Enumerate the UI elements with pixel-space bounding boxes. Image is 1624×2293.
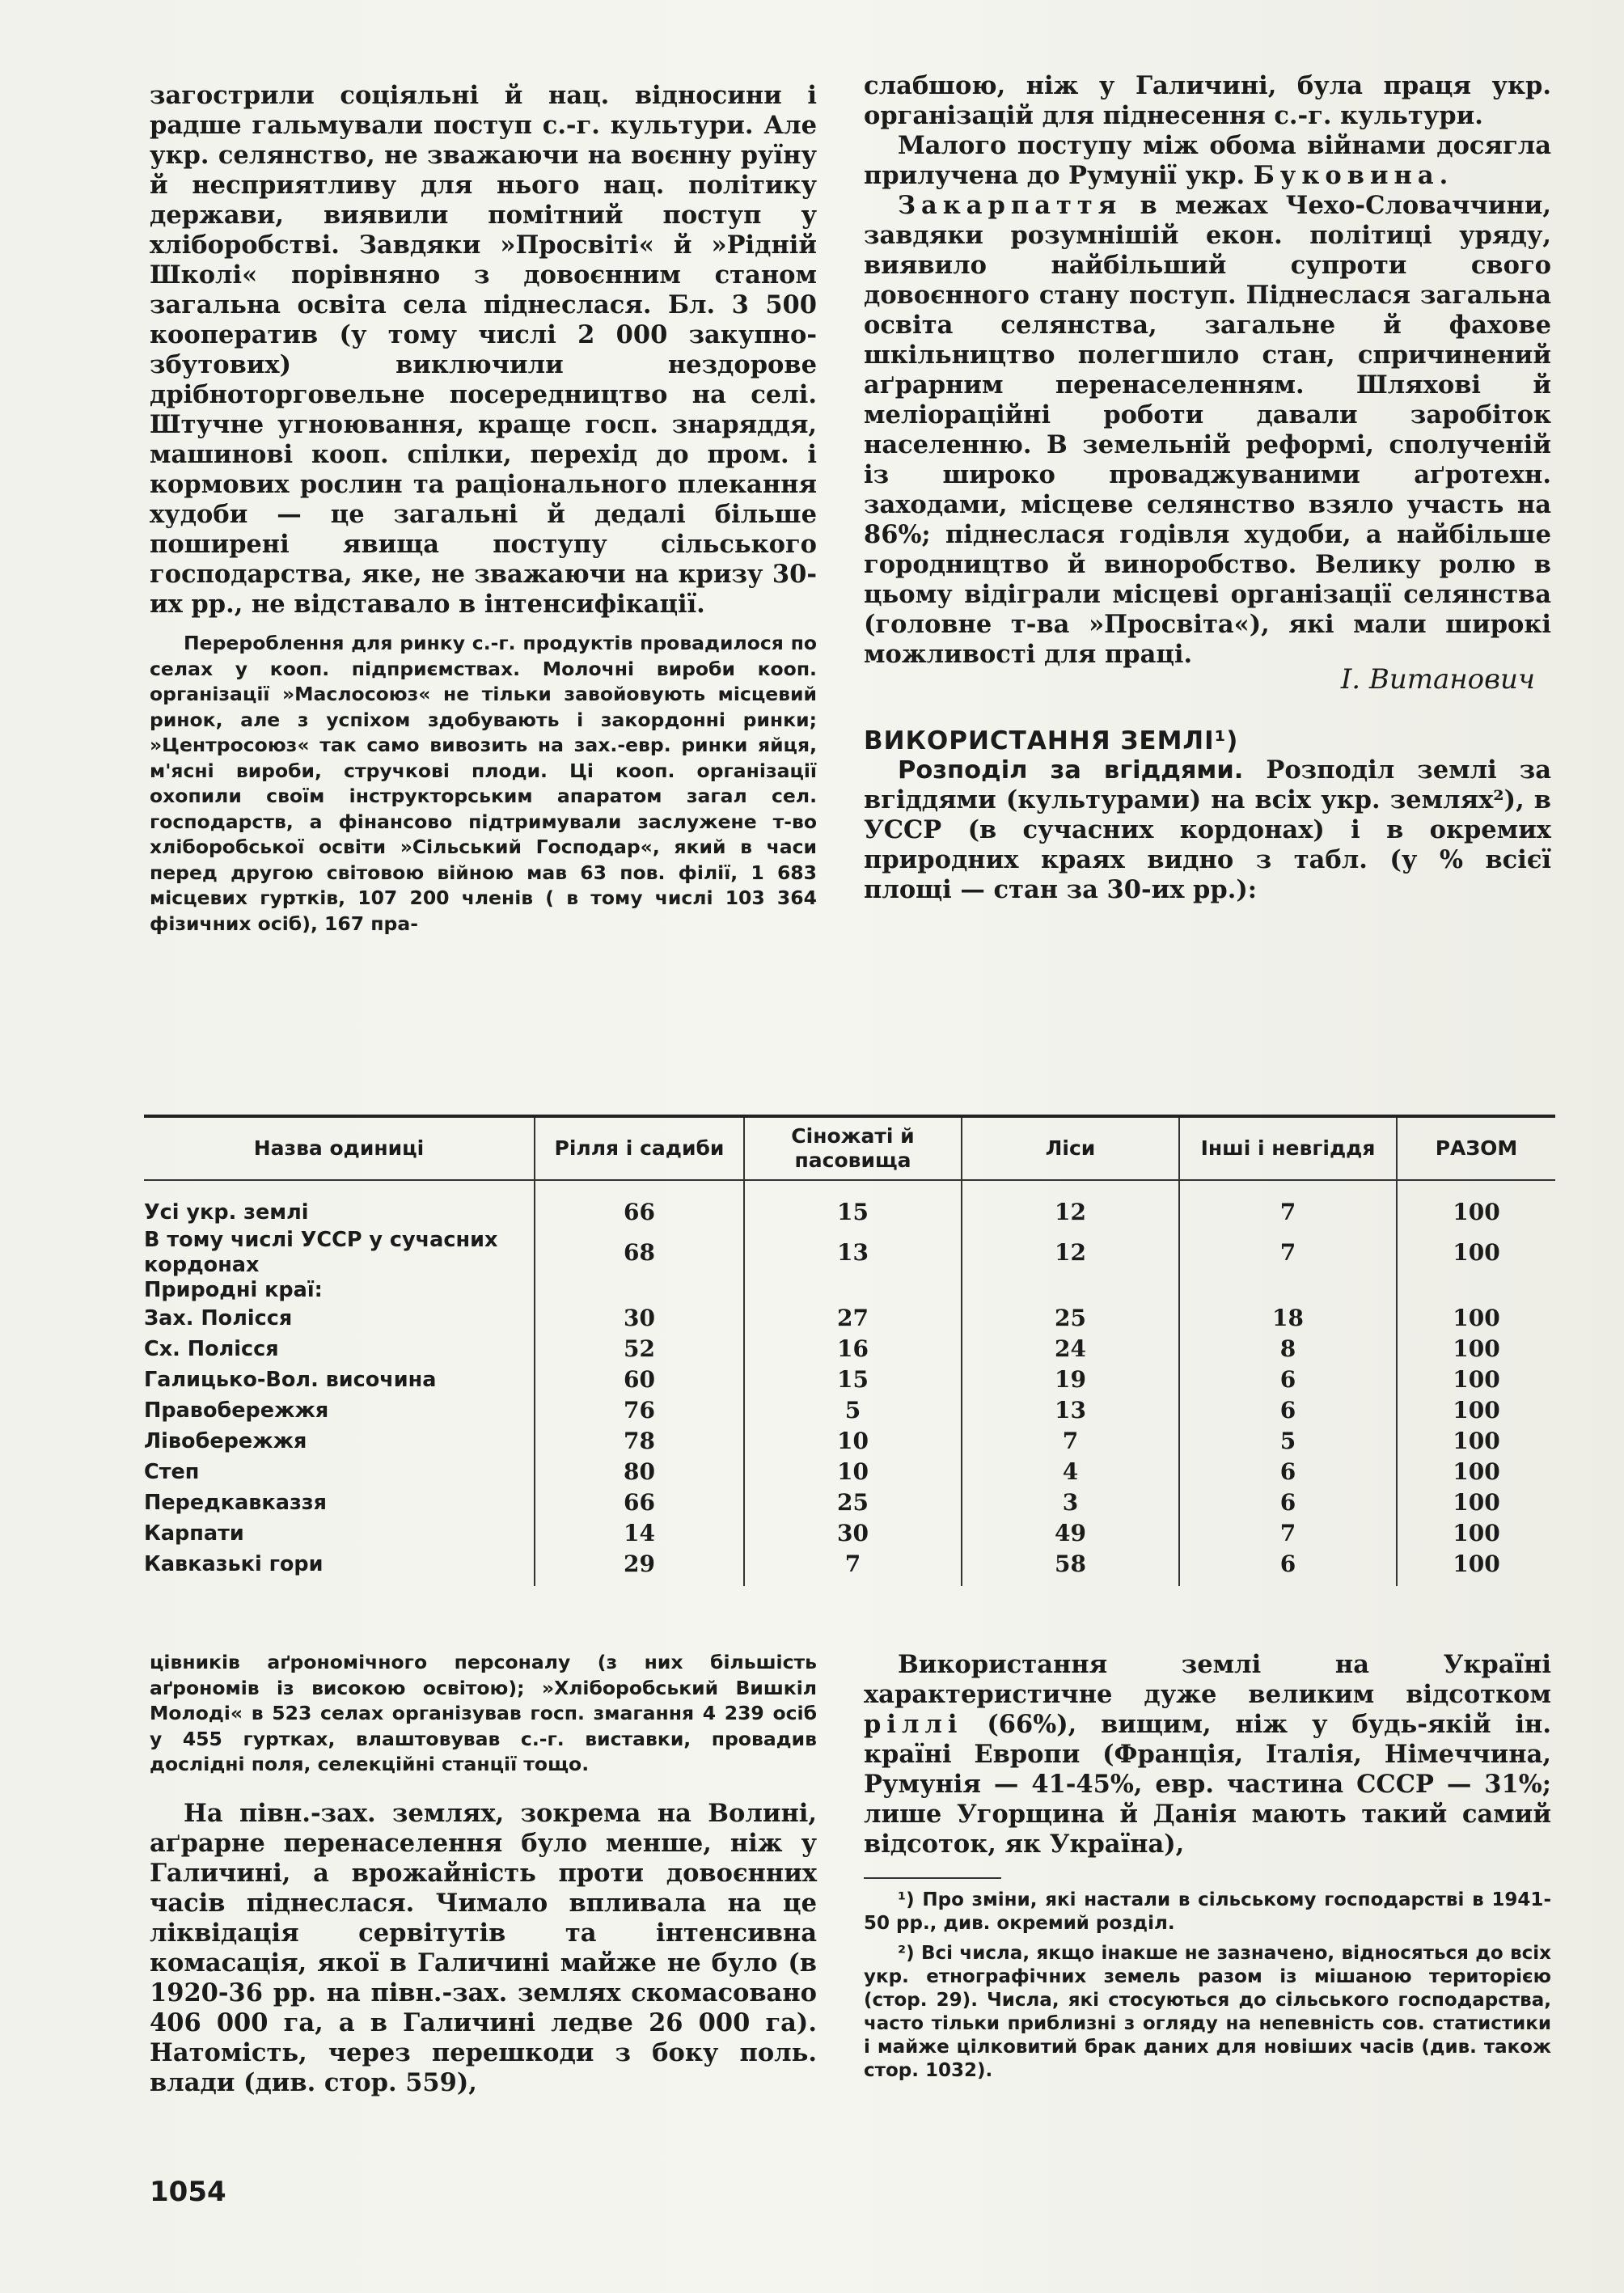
table-cell-value: 68 [535, 1228, 744, 1278]
table-header: Інші і невгіддя [1179, 1116, 1397, 1180]
table-cell-name: В тому числі УССР у сучасних кордонах [144, 1228, 535, 1278]
table-cell-value: 7 [1179, 1180, 1397, 1228]
table-cell-value: 25 [744, 1487, 962, 1518]
table-cell-value [535, 1278, 744, 1303]
table-cell-value: 66 [535, 1487, 744, 1518]
table-cell-value: 100 [1453, 1305, 1500, 1331]
table-cell-value: 6 [1179, 1549, 1397, 1586]
table-cell-value: 100 [1453, 1520, 1500, 1546]
right-column-top [864, 71, 1551, 905]
footnote: ²) Всі числа, якщо інакше не зазначено, відносяться до всіх укр. етнографічних земель разом із мішаною територією (стор. 29). Числа, які стосуються до сільського господарства, часто тільки приблизні з огляду на непевність сов. статистики і майже цілковитий брак даних для новіших часів (див. також стор. 1032). [864, 1943, 1551, 2081]
table-cell-value: 29 [535, 1549, 744, 1586]
footnote: ¹) Про зміни, які настали в сільському господарстві в 1941-50 рр., див. окремий розділ. [864, 1889, 1551, 1934]
table-row [144, 1487, 1555, 1518]
table-cell-value: 100 [1453, 1199, 1500, 1225]
table-cell-value: 7 [1179, 1228, 1397, 1278]
table-cell-name: Карпати [144, 1518, 535, 1549]
table-cell-value: 7 [962, 1426, 1179, 1457]
subsection-title: Розподіл за вгіддями. [898, 756, 1244, 785]
table-header: РАЗОМ [1435, 1136, 1518, 1160]
table-cell-value: 100 [1453, 1366, 1500, 1393]
table-cell-value: 12 [962, 1180, 1179, 1228]
paragraph: Малого поступу між обома війнами досягла прилучена до Румунії укр. Буковина. [864, 131, 1551, 190]
table-row [144, 1518, 1555, 1549]
section-title: ВИКОРИСТАННЯ ЗЕМЛІ¹) [864, 726, 1239, 755]
table-row [144, 1457, 1555, 1487]
table-cell-value: 100 [1453, 1489, 1500, 1516]
left-column-top [150, 81, 817, 937]
table-cell-value [1397, 1278, 1555, 1303]
table-cell-value: 14 [535, 1518, 744, 1549]
table-cell-name: Кавказькі гори [144, 1549, 535, 1586]
table-cell-name: Зах. Полісся [144, 1303, 535, 1334]
table-cell-value: 100 [1453, 1239, 1500, 1266]
table-cell-value: 58 [962, 1549, 1179, 1586]
table-cell-value: 4 [962, 1457, 1179, 1487]
table-cell-value: 6 [1179, 1487, 1397, 1518]
table-cell-value: 30 [744, 1518, 962, 1549]
table-header: Ліси [962, 1116, 1179, 1180]
paragraph [864, 755, 1551, 905]
table-header: Рілля і садиби [535, 1116, 744, 1180]
table-cell-value: 18 [1179, 1303, 1397, 1334]
table-header: Сіножаті й пасовища [744, 1116, 962, 1180]
footnote-divider [864, 1877, 1001, 1879]
table-cell-value [962, 1278, 1179, 1303]
table-cell-value: 6 [1179, 1364, 1397, 1395]
table-cell-value: 16 [744, 1334, 962, 1364]
table-cell-value: 6 [1179, 1395, 1397, 1426]
author-signature: І. Витанович [1340, 663, 1535, 696]
table-cell-value: 24 [962, 1334, 1179, 1364]
left-column-bottom [150, 1650, 817, 2098]
text-run: (66%), вищим, ніж у будь-якій ін. країні Европи (Франція, Італія, Німеччина, Румунія — 41-45%, евр. частина СССР — 31%; лише Угорщина й Данія мають такий самий відсоток, як Україна), [864, 1710, 1551, 1859]
table-row [144, 1364, 1555, 1395]
table-cell-name: Галицько-Вол. височина [144, 1364, 535, 1395]
table-cell-value: 13 [962, 1395, 1179, 1426]
table-header: Назва одиниці [144, 1116, 535, 1180]
text-run: Використання землі на Україні характеристичне дуже великим відсотком [864, 1650, 1551, 1709]
table-cell-value: 15 [744, 1180, 962, 1228]
paragraph: На півн.-зах. землях, зокрема на Волині, аґрарне перенаселення було менше, ніж у Галичині, а врожайність проти довоєнних часів піднеслася. Чимало впливала на це ліквідація сервітутів та інтенсивна комасація, якої в Галичині майже не було (в 1920-36 рр. на півн.-зах. землях скомасовано 406 000 га, а в Галичині ледве 26 000 га). Натомість, через перешкоди з боку поль. влади (див. стор. 559), [150, 1798, 817, 2097]
table-cell-value: 66 [535, 1180, 744, 1228]
table-row [144, 1180, 1555, 1228]
table-cell-value: 100 [1453, 1551, 1500, 1577]
paragraph: слабшою, ніж у Галичині, була праця укр. організацій для піднесення с.-г. культури. [864, 71, 1551, 130]
table-cell-value: 7 [744, 1549, 962, 1586]
table-cell-name: Передкавказзя [144, 1487, 535, 1518]
text-run: Розподіл землі за вгіддями (культурами) на всіх укр. землях²), в УССР (в сучасних кордонах) і в окремих природних краях видно з табл. (у % всієї площі — стан за 30-их рр.): [864, 755, 1552, 904]
table-row [144, 1303, 1555, 1334]
table-cell-value: 100 [1453, 1335, 1500, 1362]
table-cell-value: 76 [535, 1395, 744, 1426]
table-cell-value: 78 [535, 1426, 744, 1457]
table-cell-name: Усі укр. землі [144, 1180, 535, 1228]
paragraph-small: Перероблення для ринку с.-г. продуктів провадилося по селах у кооп. підприємствах. Молочні вироби кооп. організації »Маслосоюз« не тільки завойовують місцевий ринок, але з успіхом здобувають і закордонні ринки; »Центросоюз« так само вивозить на зах.-евр. ринки яйця, м'ясні вироби, стручкові плоди. Ці кооп. організації охопили своїм інструкторським апаратом загал сел. господарств, а фінансово підтримували заслужене т-во хліборобської освіти »Сільський Господар«, який в часи перед другою світовою війною мав 63 пов. філії, 1 683 місцевих гуртків, 107 200 членів ( в тому числі 103 364 фізичних осіб), 167 пра- [150, 632, 817, 935]
table-cell-value: 3 [962, 1487, 1179, 1518]
spaced-term: ріллі [864, 1710, 963, 1739]
table-cell-value: 13 [744, 1228, 962, 1278]
paragraph: загострили соціяльні й нац. відносини і радше гальмували поступ с.-г. культури. Але укр. селянство, не зважаючи на воєнну руїну й несприятливу для нього нац. політику держави, виявили помітний поступ у хліборобстві. Завдяки »Просвіті« й »Рідній Школі« порівняно з довоєнним станом загальна освіта села піднеслася. Бл. 3 500 кооператив (у тому числі 2 000 закупно-збутових) виключили нездорове дрібноторговельне посередництво на селі. Штучне угноювання, краще госп. знаряддя, машинові кооп. спілки, перехід до пром. і кормових рослин та раціонального плекання худоби — це загальні й дедалі більше поширені явища поступу сільського господарства, яке, не зважаючи на кризу 30-их рр., не відставало в інтенсифікації. [150, 81, 817, 619]
table-row [144, 1426, 1555, 1457]
table-cell-name: Правобережжя [144, 1395, 535, 1426]
table-cell-name: Лівобережжя [144, 1426, 535, 1457]
paragraph-small: цівників аґрономічного персоналу (з них більшість аґрономів із високою освітою); »Хліборобський Вишкіл Молоді« в 523 селах організував госп. змагання 4 239 осіб у 455 гуртках, влаштовував с.-г. виставки, провадив дослідні поля, селекційні станції тощо. [150, 1651, 817, 1775]
paragraph [864, 191, 1551, 670]
spaced-term: Закарпаття [898, 191, 1123, 220]
table-cell-value: 5 [1179, 1426, 1397, 1457]
table-cell-value: 10 [744, 1426, 962, 1457]
table-row [144, 1228, 1555, 1278]
land-use-table [144, 1115, 1555, 1586]
table-row [144, 1334, 1555, 1364]
table-cell-value: 15 [744, 1364, 962, 1395]
table-cell-value: 7 [1179, 1518, 1397, 1549]
table-cell-value: 60 [535, 1364, 744, 1395]
table-cell-name: Природні краї: [144, 1278, 535, 1303]
table-cell-value: 49 [962, 1518, 1179, 1549]
table-cell-value: 19 [962, 1364, 1179, 1395]
table-cell-value: 12 [962, 1228, 1179, 1278]
table-cell-value [744, 1278, 962, 1303]
table-row [144, 1395, 1555, 1426]
table-header-row [144, 1116, 1555, 1180]
paragraph [864, 1650, 1551, 1859]
table-cell-value: 30 [535, 1303, 744, 1334]
table-cell-value: 52 [535, 1334, 744, 1364]
right-column-bottom [864, 1650, 1551, 2083]
table-cell-value: 10 [744, 1457, 962, 1487]
text-run: в межах Чехо-Словаччини, завдяки розумнішій екон. політиці уряду, виявило найбільший супроти свого довоєнного стану поступ. Піднеслася загальна освіта селянства, загальне й фахове шкільництво полегшило стан, спричинений аґрарним перенаселенням. Шляхові й меліораційні роботи давали заробіток населенню. В земельній реформі, сполученій із широко проваджуваними аґротехн. заходами, місцеве селянство взяло участь на 86%; піднеслася годівля худоби, а найбільше городництво й виноробство. Велику ролю в цьому відіграли місцеві організації селянства (головне т-ва »Просвіта«), які мали широкі можливості для праці. [864, 191, 1551, 669]
table-row [144, 1549, 1555, 1586]
table-cell-value: 27 [744, 1303, 962, 1334]
page-number: 1054 [150, 2176, 226, 2208]
table-cell-value: 80 [535, 1457, 744, 1487]
spaced-term: Буковина [1253, 161, 1440, 190]
table-cell-value: 100 [1453, 1397, 1500, 1424]
table-cell-value [1179, 1278, 1397, 1303]
table-cell-value: 6 [1179, 1457, 1397, 1487]
text-run: Малого поступу між обома війнами досягла прилучена до Румунії укр. [864, 131, 1551, 190]
table-cell-value: 100 [1453, 1458, 1500, 1485]
table-cell-name: Степ [144, 1457, 535, 1487]
table-cell-value: 100 [1453, 1428, 1500, 1454]
table-cell-value: 5 [744, 1395, 962, 1426]
table-row [144, 1278, 1555, 1303]
table-cell-value: 8 [1179, 1334, 1397, 1364]
table-cell-value: 25 [962, 1303, 1179, 1334]
table-cell-name: Сх. Полісся [144, 1334, 535, 1364]
